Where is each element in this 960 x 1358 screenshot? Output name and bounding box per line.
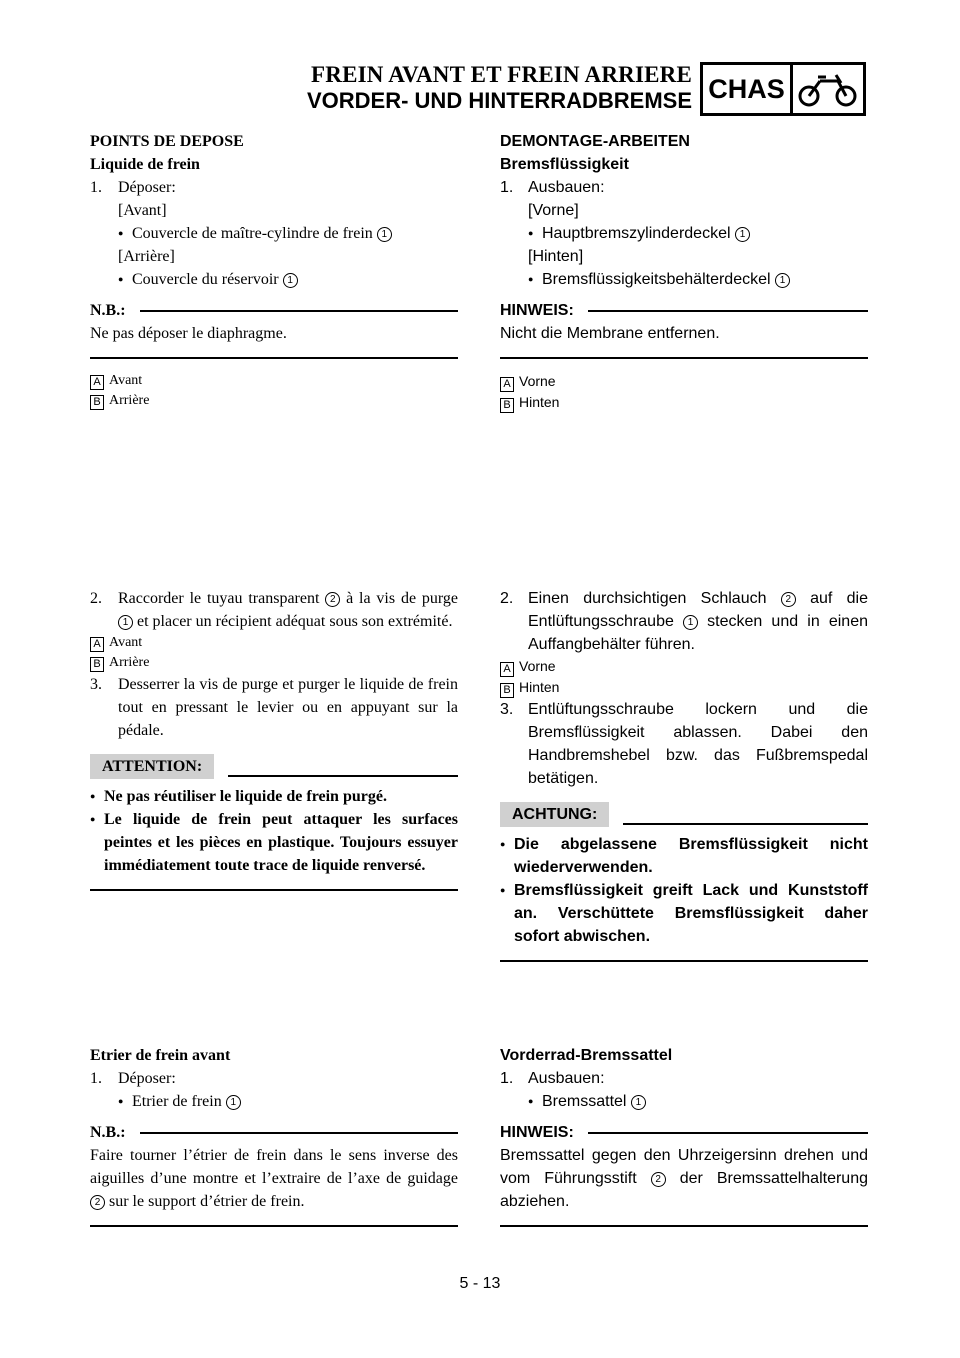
ref-number: 1 — [683, 615, 698, 630]
ref-number: 2 — [651, 1172, 666, 1187]
section-code: CHAS — [703, 65, 793, 113]
page-number: 5 - 13 — [459, 1275, 501, 1292]
legend-item — [500, 392, 868, 413]
list-item — [528, 1090, 868, 1113]
note-header — [90, 1121, 458, 1144]
subheading: Bremsflüssigkeit — [500, 156, 629, 173]
fr-section-caliper — [90, 1044, 458, 1227]
legend-item — [500, 371, 868, 392]
step — [90, 176, 458, 199]
note-text: Nicht die Membrane entfernen. — [500, 325, 720, 342]
warning-label: ATTENTION: — [90, 754, 214, 779]
step — [500, 176, 868, 199]
legend-key: B — [90, 395, 104, 410]
list-item — [528, 268, 868, 291]
item-text: Bremsflüssigkeitsbehälterdeckel — [542, 271, 771, 288]
step — [500, 587, 868, 656]
rear-label: [Arrière] — [118, 248, 175, 265]
step-number: 2. — [90, 590, 102, 607]
de-section-caliper — [500, 1044, 868, 1227]
subheading: Etrier de frein avant — [90, 1047, 231, 1064]
fr-section-bleed — [90, 587, 458, 891]
warning-item: ● Le liquide de frein peut attaquer les surfaces peintes et les pièces en plastique. Toujours essuyer immédiatement toute trace de liquide renversé. — [90, 808, 458, 877]
text-run: auf die Entlüftungsschraube — [528, 590, 868, 630]
step-number: 1. — [500, 179, 514, 196]
item-text: Bremssattel — [542, 1093, 627, 1110]
subheading: Liquide de frein — [90, 156, 200, 173]
ref-number: 1 — [118, 615, 133, 630]
legend-text: Hinten — [519, 394, 560, 410]
legend-key: A — [500, 662, 514, 677]
de-section-removal — [500, 130, 868, 413]
step-number: 1. — [90, 1070, 102, 1087]
step-text: Entlüftungsschraube lockern und die Bremsflüssigkeit ablassen. Dabei den Handbremshebel bzw. das Fußbremspedal betätigen. — [528, 701, 868, 787]
text-run: à la vis de purge — [346, 590, 459, 607]
list-item — [118, 1090, 458, 1113]
fr-section-removal — [90, 130, 458, 411]
note-label: HINWEIS: — [500, 1124, 574, 1141]
section-heading: DEMONTAGE-ARBEITEN — [500, 133, 690, 150]
step-number: 1. — [500, 1070, 514, 1087]
legend-key: A — [500, 377, 514, 392]
list-item — [118, 222, 458, 245]
legend-text: Avant — [109, 373, 143, 388]
note-label: HINWEIS: — [500, 302, 574, 319]
step-text — [90, 587, 458, 633]
step-text: Ausbauen: — [528, 179, 605, 196]
note-text: Ne pas déposer le diaphragme. — [90, 325, 287, 342]
text-run: stecken und in einen Auffangbehälter führen. — [528, 613, 868, 653]
step — [500, 698, 868, 790]
legend-key: B — [500, 398, 514, 413]
step — [90, 587, 458, 633]
legend-text: Arrière — [109, 655, 150, 670]
note-text — [90, 1144, 458, 1213]
step-text: Déposer: — [118, 1070, 176, 1087]
step — [500, 1067, 868, 1090]
page-title-fr: FREIN AVANT ET FREIN ARRIERE — [311, 62, 692, 87]
de-section-bleed — [500, 587, 868, 962]
legend-item — [90, 653, 458, 673]
legend-key: B — [500, 683, 514, 698]
warning-item: ● Die abgelassene Bremsflüssigkeit nicht wiederverwenden. — [500, 833, 868, 879]
warning-header — [500, 802, 868, 827]
step-text: Ausbauen: — [528, 1070, 605, 1087]
legend-key: A — [90, 637, 104, 652]
item-text: Couvercle de maître-cylindre de frein — [132, 225, 373, 242]
text-run: Bremssattel gegen den Uhrzeigersinn drehen und vom Führungsstift — [500, 1147, 868, 1187]
ref-number: 1 — [377, 227, 392, 242]
motorcycle-icon — [793, 65, 863, 113]
page-title-de: VORDER- UND HINTERRADBREMSE — [306, 88, 692, 113]
step — [90, 673, 458, 742]
section-heading: POINTS DE DEPOSE — [90, 133, 244, 150]
item-text: Couvercle du réservoir — [132, 271, 279, 288]
note-header — [90, 299, 458, 322]
note-text — [500, 1144, 868, 1213]
text-run: sur le support d’étrier de frein. — [109, 1193, 305, 1210]
legend-key: B — [90, 657, 104, 672]
front-label: [Avant] — [118, 202, 167, 219]
rear-label: [Hinten] — [528, 248, 584, 265]
note-header — [500, 299, 868, 322]
legend-text: Hinten — [519, 679, 560, 695]
divider — [500, 960, 868, 962]
text-run: Raccorder le tuyau transparent — [118, 590, 320, 607]
ref-number: 1 — [283, 273, 298, 288]
list-item — [528, 222, 868, 245]
warning-header — [90, 754, 458, 779]
note-header — [500, 1121, 868, 1144]
step-text: Déposer: — [118, 179, 176, 196]
step-text: Desserrer la vis de purge et purger le liquide de frein tout en pressant le levier ou en appuyant sur la pédale. — [118, 676, 458, 739]
note-label: N.B.: — [90, 302, 126, 319]
front-label: [Vorne] — [528, 202, 579, 219]
ref-number: 2 — [325, 592, 340, 607]
note-label: N.B.: — [90, 1124, 126, 1141]
legend-item — [500, 656, 868, 677]
text-run: et placer un récipient adéquat sous son extrémité. — [137, 613, 453, 630]
warning-item: ● Bremsflüssigkeit greift Lack und Kunststoff an. Verschüttete Bremsflüssigkeit daher sofort abwischen. — [500, 879, 868, 948]
ref-number: 1 — [631, 1095, 646, 1110]
section-badge — [700, 62, 866, 116]
legend-item — [90, 371, 458, 391]
legend-text: Avant — [109, 635, 143, 650]
item-text: Etrier de frein — [132, 1093, 222, 1110]
ref-number: 1 — [226, 1095, 241, 1110]
ref-number: 1 — [735, 227, 750, 242]
legend-text: Arrière — [109, 393, 150, 408]
legend-text: Vorne — [519, 373, 556, 389]
step-number: 3. — [90, 676, 102, 693]
legend-item — [90, 391, 458, 411]
list-item — [118, 268, 458, 291]
step — [90, 1067, 458, 1090]
warning-label: ACHTUNG: — [500, 802, 609, 827]
step-number: 1. — [90, 179, 102, 196]
step-number: 3. — [500, 701, 514, 718]
text-run: Einen durchsichtigen Schlauch — [528, 590, 767, 607]
divider — [90, 1225, 458, 1227]
ref-number: 2 — [781, 592, 796, 607]
ref-number: 2 — [90, 1195, 105, 1210]
warning-item: ● Ne pas réutiliser le liquide de frein purgé. — [90, 785, 458, 808]
step-number: 2. — [500, 590, 514, 607]
text-run: Faire tourner l’étrier de frein dans le sens inverse des aiguilles d’une montre et l’extraire de l’axe de guidage — [90, 1147, 458, 1187]
legend-item — [90, 633, 458, 653]
step-text — [500, 587, 868, 656]
legend-text: Vorne — [519, 658, 556, 674]
legend-item — [500, 677, 868, 698]
item-text: Hauptbremszylinderdeckel — [542, 225, 731, 242]
ref-number: 1 — [775, 273, 790, 288]
subheading: Vorderrad-Bremssattel — [500, 1047, 673, 1064]
divider — [90, 889, 458, 891]
text-run: der Bremssattelhalterung abziehen. — [500, 1170, 869, 1210]
legend-key: A — [90, 375, 104, 390]
divider — [500, 1225, 868, 1227]
